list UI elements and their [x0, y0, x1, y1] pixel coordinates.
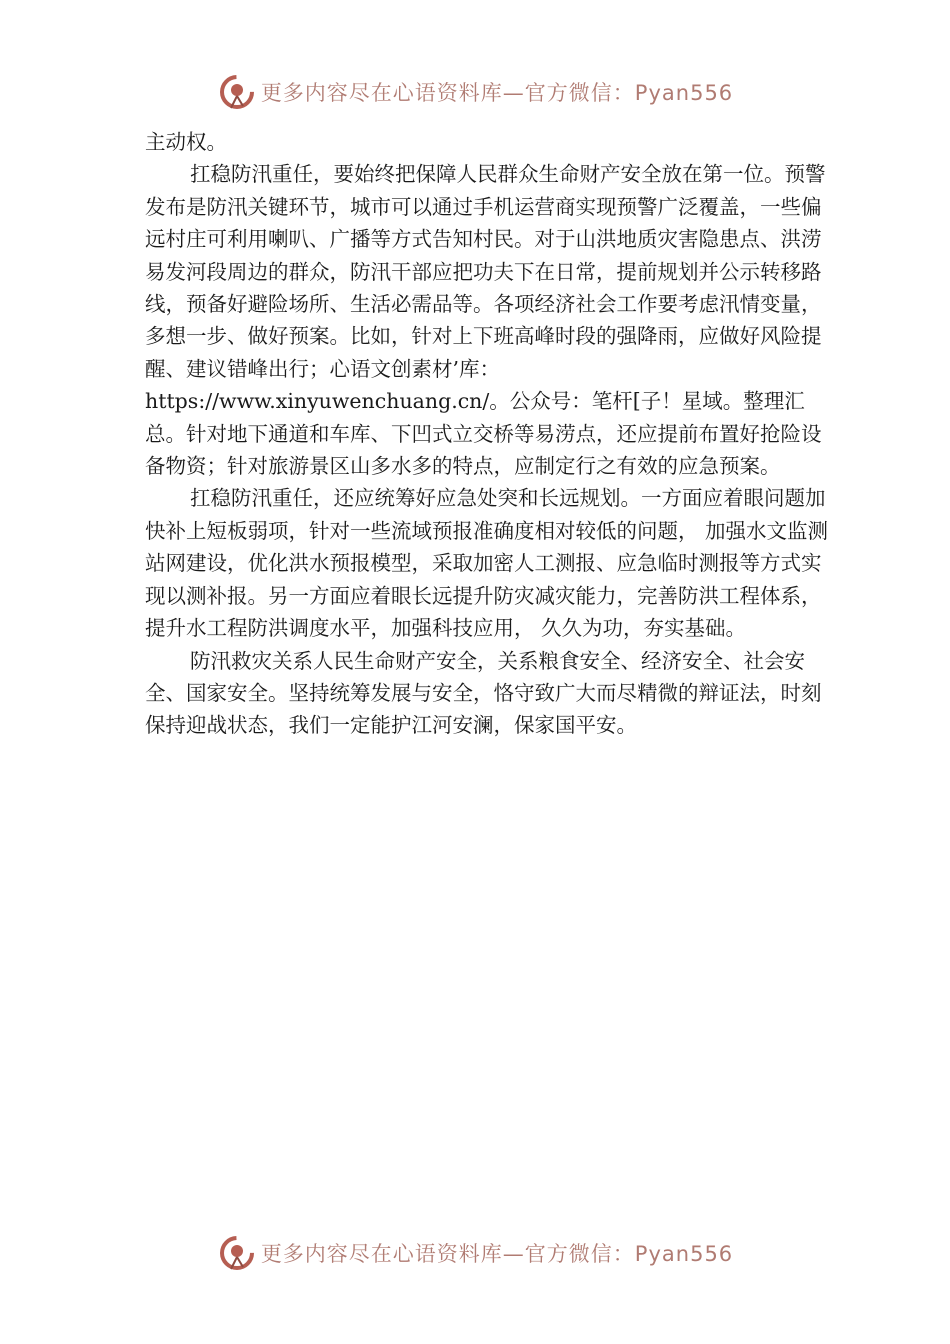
document-body: [145, 126, 835, 742]
paragraph: 扛稳防汛重任，要始终把保障人民群众生命财产安全放在第一位。预警发布是防汛关键环节，城市可以通过手机运营商实现预警广泛覆盖，一些偏远村庄可利用喇叭、广播等方式告知村民。对于山洪地质灾害隐患点、洪涝易发河段周边的群众，防汛干部应把功夫下在日常，提前规划并公示转移路线，预备好避险场所、生活必需品等。各项经济社会工作要考虑汛情变量，多想一步、做好预案。比如，针对上下班高峰时段的强降雨，应做好风险提醒、建议错峰出行；心语文创素材’库：https://www.xinyuwenchuang.cn/。公众号：笔杆[子！星域。整理汇总。针对地下通道和车库、下凹式立交桥等易涝点，还应提前布置好抢险设备物资；针对旅游景区山多水多的特点，应制定行之有效的应急预案。: [145, 162, 826, 479]
header-banner: [0, 72, 950, 112]
rose-logo-icon: [217, 1233, 257, 1273]
paragraph-continuation: 主动权。: [145, 130, 227, 154]
footer-banner: [0, 1233, 950, 1273]
footer-banner-text: 更多内容尽在心语资料库—官方微信：Pyan556: [260, 1242, 734, 1266]
header-banner-text: 更多内容尽在心语资料库—官方微信：Pyan556: [260, 81, 734, 105]
paragraph: 扛稳防汛重任，还应统筹好应急处突和长远规划。一方面应着眼问题加快补上短板弱项，针对一些流域预报准确度相对较低的问题， 加强水文监测站网建设，优化洪水预报模型，采取加密人工测报、应急临时测报等方式实现以测补报。另一方面应着眼长远提升防灾减灾能力，完善防洪工程体系，提升水工程防洪调度水平，加强科技应用， 久久为功，夯实基础。: [145, 486, 829, 641]
paragraph: 防汛救灾关系人民生命财产安全，关系粮食安全、经济安全、社会安全、国家安全。坚持统筹发展与安全，恪守致广大而尽精微的辩证法，时刻保持迎战状态，我们一定能护江河安澜，保家国平安。: [145, 648, 822, 738]
rose-logo-icon: [217, 72, 257, 112]
